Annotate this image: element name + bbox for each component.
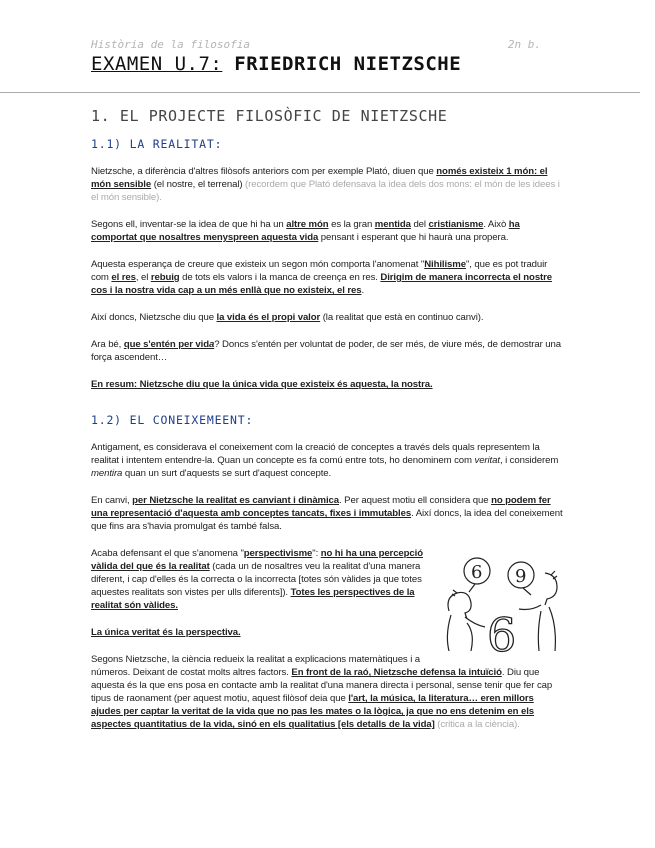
text-run: . Per aquest motiu ell considera que xyxy=(339,495,492,506)
text-run: En canvi, xyxy=(91,495,133,506)
text-run: (la realitat que està en continuo canvi). xyxy=(320,312,484,323)
text-run: . Diu que aquesta és la que ens posa en contacte amb la realitat d'una manera directa i personal, sense tenir que fer cap tipus de raonament (per aquest motiu, aquest filòsof deia que xyxy=(91,667,553,704)
emphasis-text: En front de la raó, Nietzsche defensa la intuïció xyxy=(291,667,502,678)
text-run: Segons ell, inventar-se la idea de que hi ha un xyxy=(91,219,287,230)
paragraph xyxy=(91,311,563,324)
emphasis-text: perspectivisme xyxy=(243,548,313,559)
exam-title-prefix: EXAMEN U.7: xyxy=(91,53,223,75)
emphasis-text: Nihilisme xyxy=(424,259,466,270)
paragraph xyxy=(91,653,563,731)
emphasis-text: rebuig xyxy=(150,272,180,283)
emphasis-text: no podem fer una representació d'aquesta amb conceptes tancats, fixes i immutables xyxy=(91,495,551,519)
text-run: . Així doncs, la idea del coneixement que fins ara s'havia promulgat és també falsa. xyxy=(91,508,563,532)
text-run: Aquesta esperança de creure que existeix un segon món comporta l'anomenat " xyxy=(91,259,425,270)
text-run: Ara bé, xyxy=(91,339,124,350)
text-run: pensant i esperant que hi haurà una propera. xyxy=(318,232,509,243)
emphasis-text: per Nietzsche la realitat es canviant i dinàmica xyxy=(132,495,340,506)
text-run: Antigament, es considerava el coneixement com la creació de conceptes a través dels quals representem la realitat i intentem entendre-la. Quan un concepte es fa comú entre tots, ho denominem com xyxy=(91,442,540,466)
paragraph xyxy=(91,258,563,297)
text-run: , el xyxy=(135,272,151,283)
emphasis-text: la vida és el propi valor xyxy=(216,312,321,323)
emphasis-text: que s'entén per vid xyxy=(123,339,209,350)
text-run: Nietzsche, a diferència d'altres filòsofs anteriors com per exemple Plató, diuen que xyxy=(91,166,437,177)
text-run: (cada un de nosaltres veu la realitat d'una manera diferent, i cap d'elles és la correcta o la incorrecta [totes són vàlides ja que totes aquestes realitats son vistes per ulls diferents]). xyxy=(91,561,422,598)
text-run: ", que es pot traduir com xyxy=(91,259,548,283)
aside-text: (recordem que Plató defensava la idea dels dos mons: el món de les idees i el món sensible). xyxy=(91,179,560,203)
emphasis-text: mentida xyxy=(374,219,411,230)
subsection-title-coneixement: 1.2) EL CONEIXEMEENT: xyxy=(91,413,254,427)
section-title: 1. EL PROJECTE FILOSÒFIC DE NIETZSCHE xyxy=(91,107,448,125)
exam-title xyxy=(91,53,541,75)
emphasis-text: no hi ha una percepció vàlida del que és la realitat xyxy=(91,548,423,572)
text-run: . Això xyxy=(483,219,509,230)
emphasis-text: a xyxy=(208,339,215,350)
grade-label: 2n b. xyxy=(507,38,541,51)
floor-digit: 6 xyxy=(487,608,517,653)
left-digit: 6 xyxy=(471,562,483,583)
paragraph xyxy=(91,441,563,480)
page-header xyxy=(91,38,541,75)
emphasis-text: En resum: Nietzsche diu que la única vida que existeix és aquesta, la nostra. xyxy=(91,379,433,390)
italic-text: veritat xyxy=(474,455,500,466)
emphasis-text: altre món xyxy=(286,219,329,230)
paragraph xyxy=(91,218,563,244)
subsection-title-realitat: 1.1) LA REALITAT: xyxy=(91,137,223,151)
emphasis-text: l'art, la música, la literatura… eren millors ajudes per captar la veritat de la vida que no pas les mates o la lògica, ja que no ens detenim en els aspectes quantitatius de la vida, sinó en els qualitatius [els detalls de la vida] xyxy=(91,693,534,730)
paragraph xyxy=(91,165,563,204)
text-run: de tots els valors i la manca de creença en res. xyxy=(179,272,381,283)
italic-text: mentira xyxy=(91,468,123,479)
left-body xyxy=(447,615,485,651)
course-name: Història de la filosofia xyxy=(91,38,250,51)
paragraph xyxy=(91,494,563,533)
text-run: es la gran xyxy=(328,219,375,230)
emphasis-text: La única veritat és la perspectiva. xyxy=(91,627,241,638)
text-run: Segons Nietzsche, la ciència redueix la realitat a explicacions matemàtiques i a números. Deixant de costat molts altres factors. xyxy=(91,654,421,678)
text-run: quan un surt d'aquests se surt d'aquest concepte. xyxy=(122,468,332,479)
emphasis-text: Dirigim de manera incorrecta el nostre cos i la nostra vida cap a un més enllà que no existeix, el res xyxy=(91,272,553,296)
aside-text: (critica a la ciència). xyxy=(437,719,520,730)
text-run: (el nostre, el terrenal) xyxy=(151,179,246,190)
emphasis-text: cristianisme xyxy=(428,219,484,230)
emphasis-text: el res xyxy=(111,272,136,283)
header-divider xyxy=(0,92,640,93)
text-run: ? Doncs s'entén per voluntat de poder, de ser més, de viure més, de demostrar una força ascendent… xyxy=(91,339,561,363)
text-run: . xyxy=(361,285,365,296)
emphasis-text: només existeix 1 món: el món sensible xyxy=(91,166,548,190)
text-run: ": xyxy=(312,548,321,559)
right-body xyxy=(519,605,555,651)
paragraph xyxy=(91,338,563,364)
right-digit: 9 xyxy=(515,566,527,587)
text-run: Acaba defensant el que s'anomena " xyxy=(91,548,244,559)
right-person xyxy=(545,571,557,605)
header-meta xyxy=(91,38,541,51)
summary-paragraph xyxy=(91,378,563,391)
text-run: , i considerem xyxy=(499,455,559,466)
document-body xyxy=(91,107,563,745)
emphasis-text: ha comportat que nosaltres menyspreen aquesta vida xyxy=(91,219,520,243)
emphasis-text: Totes les perspectives de la realitat són vàlides. xyxy=(91,587,415,611)
text-run: Així doncs, Nietzsche diu que xyxy=(91,312,217,323)
perspectivism-illustration xyxy=(441,553,563,653)
left-person xyxy=(448,590,471,619)
exam-title-name: FRIEDRICH NIETZSCHE xyxy=(234,53,462,75)
text-run: del xyxy=(410,219,429,230)
